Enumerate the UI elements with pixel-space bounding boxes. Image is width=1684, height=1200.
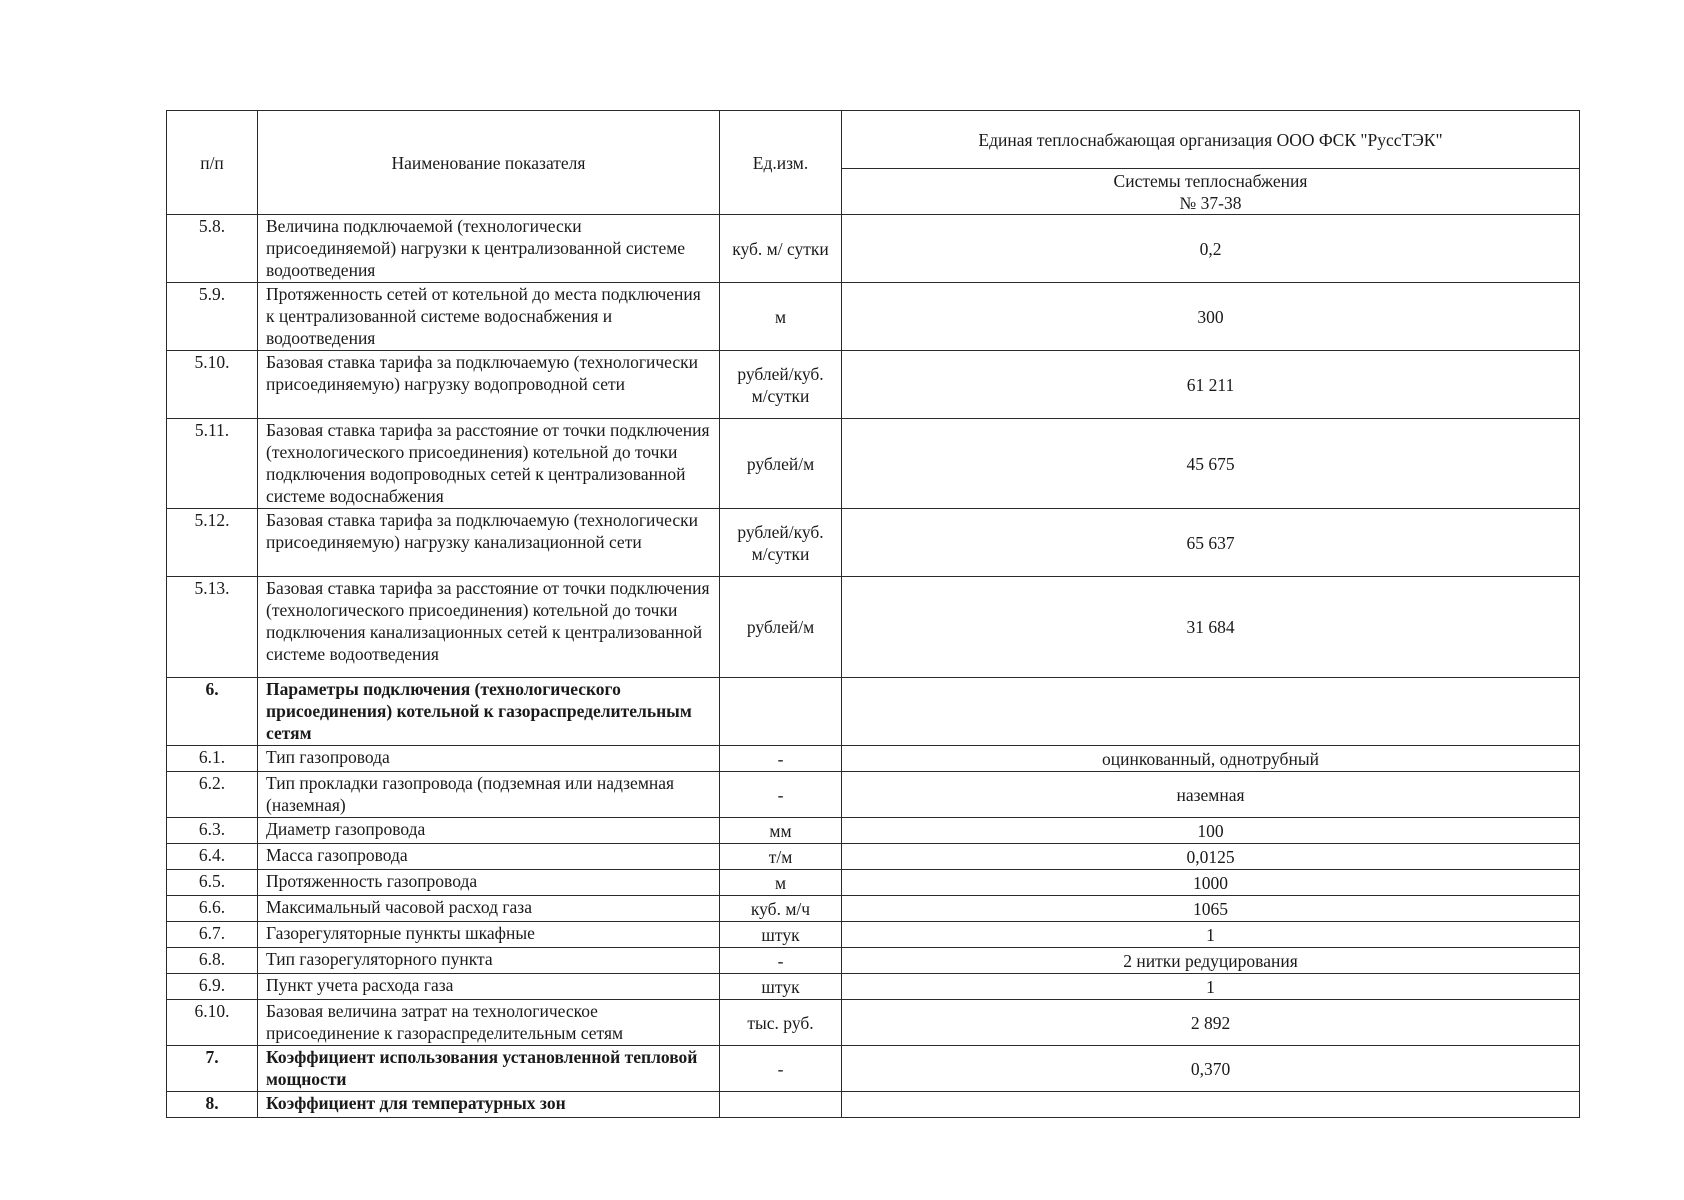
table-row xyxy=(167,509,1580,577)
row-indicator-name: Тип газорегуляторного пункта xyxy=(258,948,720,974)
row-unit: - xyxy=(720,1046,842,1092)
row-number: 6.9. xyxy=(167,974,258,1000)
row-unit: т/м xyxy=(720,844,842,870)
row-unit: рублей/м xyxy=(720,577,842,678)
row-indicator-name: Протяженность газопровода xyxy=(258,870,720,896)
indicator-table xyxy=(166,110,1580,1118)
row-unit: - xyxy=(720,772,842,818)
row-unit: штук xyxy=(720,922,842,948)
header-num: п/п xyxy=(167,111,258,215)
table-row xyxy=(167,922,1580,948)
row-indicator-name: Базовая ставка тарифа за подключаемую (технологически присоединяемую) нагрузку водопроводной сети xyxy=(258,351,720,419)
row-number: 5.12. xyxy=(167,509,258,577)
row-number: 6. xyxy=(167,678,258,746)
row-indicator-name: Масса газопровода xyxy=(258,844,720,870)
row-value xyxy=(842,1092,1580,1118)
table-row xyxy=(167,419,1580,509)
row-indicator-name: Протяженность сетей от котельной до места подключения к централизованной системе водоснабжения и водоотведения xyxy=(258,283,720,351)
row-number: 6.2. xyxy=(167,772,258,818)
row-number: 6.4. xyxy=(167,844,258,870)
row-indicator-name: Диаметр газопровода xyxy=(258,818,720,844)
row-unit: м xyxy=(720,870,842,896)
row-number: 7. xyxy=(167,1046,258,1092)
row-indicator-name: Пункт учета расхода газа xyxy=(258,974,720,1000)
row-unit: м xyxy=(720,283,842,351)
row-unit: тыс. руб. xyxy=(720,1000,842,1046)
row-indicator-name: Газорегуляторные пункты шкафные xyxy=(258,922,720,948)
table-row xyxy=(167,215,1580,283)
table-row xyxy=(167,351,1580,419)
table-row xyxy=(167,283,1580,351)
row-value: 1 xyxy=(842,922,1580,948)
table-body xyxy=(167,215,1580,1118)
row-unit: - xyxy=(720,746,842,772)
table-row xyxy=(167,948,1580,974)
row-indicator-name: Базовая ставка тарифа за расстояние от точки подключения (технологического присоединения) котельной до точки подключения водопроводных сетей к централизованной системе водоснабжения xyxy=(258,419,720,509)
row-number: 5.8. xyxy=(167,215,258,283)
row-unit: куб. м/ сутки xyxy=(720,215,842,283)
header-systems xyxy=(842,169,1580,215)
row-indicator-name: Базовая ставка тарифа за расстояние от точки подключения (технологического присоединения) котельной до точки подключения канализационных сетей к централизованной системе водоотведения xyxy=(258,577,720,678)
header-unit: Ед.изм. xyxy=(720,111,842,215)
table-row xyxy=(167,818,1580,844)
table-row xyxy=(167,974,1580,1000)
row-indicator-name: Базовая ставка тарифа за подключаемую (технологически присоединяемую) нагрузку канализационной сети xyxy=(258,509,720,577)
row-unit xyxy=(720,1092,842,1118)
row-value: наземная xyxy=(842,772,1580,818)
row-value: 0,370 xyxy=(842,1046,1580,1092)
row-indicator-name: Коэффициент для температурных зон xyxy=(258,1092,720,1118)
row-indicator-name: Базовая величина затрат на технологическое присоединение к газораспределительным сетям xyxy=(258,1000,720,1046)
row-number: 8. xyxy=(167,1092,258,1118)
table-row xyxy=(167,577,1580,678)
row-unit: рублей/куб. м/сутки xyxy=(720,509,842,577)
row-value: 2 нитки редуцирования xyxy=(842,948,1580,974)
header-name: Наименование показателя xyxy=(258,111,720,215)
row-value: 2 892 xyxy=(842,1000,1580,1046)
header-systems-line1: Системы теплоснабжения xyxy=(1113,170,1308,191)
row-number: 6.3. xyxy=(167,818,258,844)
row-value: 0,2 xyxy=(842,215,1580,283)
row-unit: штук xyxy=(720,974,842,1000)
row-number: 6.1. xyxy=(167,746,258,772)
row-number: 5.9. xyxy=(167,283,258,351)
row-value: 100 xyxy=(842,818,1580,844)
header-org-title: Единая теплоснабжающая организация ООО ФСК "РуссТЭК" xyxy=(842,111,1580,169)
table-row xyxy=(167,1092,1580,1118)
row-number: 6.10. xyxy=(167,1000,258,1046)
row-value: 0,0125 xyxy=(842,844,1580,870)
table-row xyxy=(167,870,1580,896)
row-value: 1065 xyxy=(842,896,1580,922)
row-value: 31 684 xyxy=(842,577,1580,678)
row-value xyxy=(842,678,1580,746)
row-unit: мм xyxy=(720,818,842,844)
row-value: 300 xyxy=(842,283,1580,351)
row-indicator-name: Тип газопровода xyxy=(258,746,720,772)
table-header xyxy=(167,111,1580,215)
row-number: 5.11. xyxy=(167,419,258,509)
row-indicator-name: Коэффициент использования установленной тепловой мощности xyxy=(258,1046,720,1092)
row-indicator-name: Тип прокладки газопровода (подземная или надземная (наземная) xyxy=(258,772,720,818)
row-value: 1 xyxy=(842,974,1580,1000)
row-number: 5.10. xyxy=(167,351,258,419)
row-unit: - xyxy=(720,948,842,974)
row-number: 6.5. xyxy=(167,870,258,896)
table-row xyxy=(167,746,1580,772)
table-row xyxy=(167,844,1580,870)
table-row xyxy=(167,678,1580,746)
row-number: 5.13. xyxy=(167,577,258,678)
table-row xyxy=(167,1046,1580,1092)
table-row xyxy=(167,772,1580,818)
row-unit: рублей/м xyxy=(720,419,842,509)
row-number: 6.6. xyxy=(167,896,258,922)
row-number: 6.7. xyxy=(167,922,258,948)
row-value: 1000 xyxy=(842,870,1580,896)
row-value: 61 211 xyxy=(842,351,1580,419)
row-value: 65 637 xyxy=(842,509,1580,577)
row-indicator-name: Величина подключаемой (технологически присоединяемой) нагрузки к централизованной системе водоотведения xyxy=(258,215,720,283)
table-row xyxy=(167,896,1580,922)
row-number: 6.8. xyxy=(167,948,258,974)
row-indicator-name: Параметры подключения (технологического присоединения) котельной к газораспределительным сетям xyxy=(258,678,720,746)
row-value: 45 675 xyxy=(842,419,1580,509)
table-row xyxy=(167,1000,1580,1046)
row-unit: рублей/куб. м/сутки xyxy=(720,351,842,419)
header-systems-line2: № 37-38 xyxy=(1179,192,1242,213)
row-unit: куб. м/ч xyxy=(720,896,842,922)
row-value: оцинкованный, однотрубный xyxy=(842,746,1580,772)
row-indicator-name: Максимальный часовой расход газа xyxy=(258,896,720,922)
row-unit xyxy=(720,678,842,746)
